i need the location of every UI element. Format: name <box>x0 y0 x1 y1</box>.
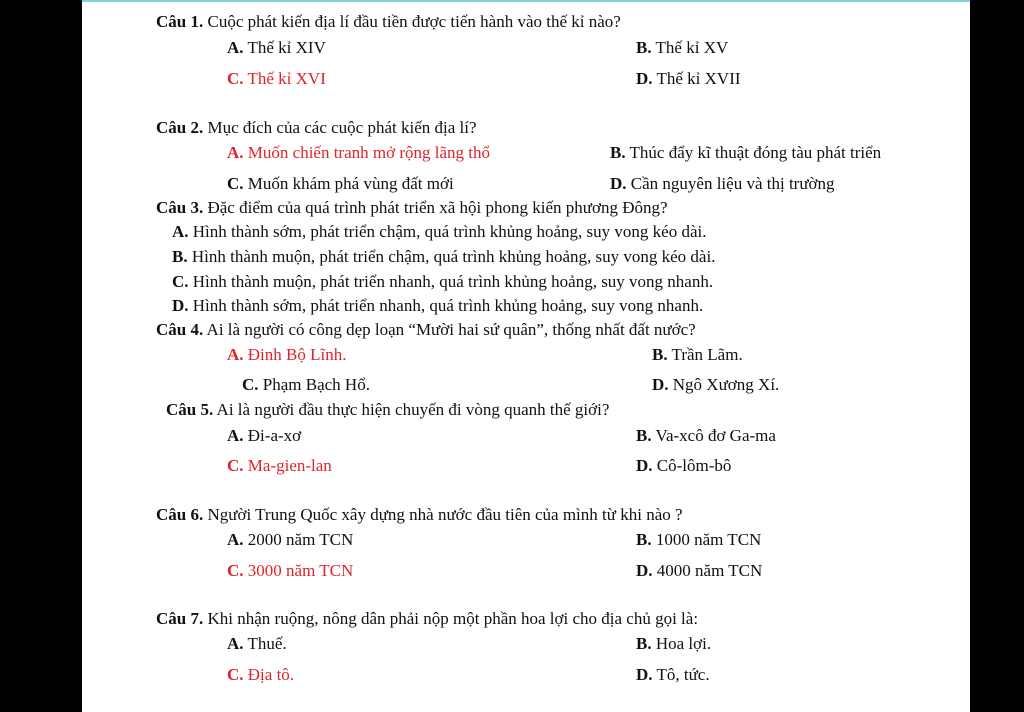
q5-option-a: A. Đi-a-xơ <box>227 426 302 445</box>
q1-option-d: D. Thế kỉ XVII <box>636 69 741 88</box>
q4-option-b: B. Trần Lãm. <box>652 345 743 364</box>
q2-option-c: C. Muốn khám phá vùng đất mới <box>227 174 454 193</box>
q3-option-b: B. Hình thành muộn, phát triển chậm, quá trình khủng hoảng, suy vong kéo dài. <box>172 247 716 266</box>
q7-option-c-correct: C. Địa tô. <box>227 665 295 684</box>
q7-option-d: D. Tô, tức. <box>636 665 710 684</box>
q4-option-c: C. Phạm Bạch Hổ. <box>242 375 370 394</box>
q6-option-d: D. 4000 năm TCN <box>636 561 763 580</box>
question-6: Câu 6. Người Trung Quốc xây dựng nhà nước đầu tiên của mình từ khi nào ? <box>156 505 683 524</box>
q5-option-c-correct: C. Ma-gien-lan <box>227 456 332 475</box>
q5-option-b: B. Va-xcô đơ Ga-ma <box>636 426 776 445</box>
q4-option-a-correct: A. Đinh Bộ Lĩnh. <box>227 345 347 364</box>
question-3: Câu 3. Đặc điểm của quá trình phát triển xã hội phong kiến phương Đông? <box>156 198 668 217</box>
q6-option-c-correct: C. 3000 năm TCN <box>227 561 354 580</box>
document-page <box>82 0 970 712</box>
question-5: Câu 5. Ai là người đầu thực hiện chuyến đi vòng quanh thế giới? <box>166 400 610 419</box>
q7-option-b: B. Hoa lợi. <box>636 634 712 653</box>
q1-option-b: B. Thế kỉ XV <box>636 38 729 57</box>
q3-option-c: C. Hình thành muộn, phát triển nhanh, quá trình khủng hoảng, suy vong nhanh. <box>172 272 714 291</box>
q6-option-b: B. 1000 năm TCN <box>636 530 762 549</box>
q1-option-c-correct: C. Thế kỉ XVI <box>227 69 326 88</box>
q5-option-d: D. Cô-lôm-bô <box>636 456 732 475</box>
q7-option-a: A. Thuế. <box>227 634 287 653</box>
q2-option-b: B. Thúc đẩy kĩ thuật đóng tàu phát triển <box>610 143 882 162</box>
question-1: Câu 1. Cuộc phát kiến địa lí đầu tiền được tiến hành vào thế kỉ nào? <box>156 12 621 31</box>
q3-option-d: D. Hình thành sớm, phát triển nhanh, quá trình khủng hoảng, suy vong nhanh. <box>172 296 704 315</box>
q2-option-d: D. Cần nguyên liệu và thị trường <box>610 174 835 193</box>
question-4: Câu 4. Ai là người có công dẹp loạn “Mười hai sứ quân”, thống nhất đất nước? <box>156 320 696 339</box>
q6-option-a: A. 2000 năm TCN <box>227 530 354 549</box>
question-7: Câu 7. Khi nhận ruộng, nông dân phải nộp một phần hoa lợi cho địa chủ gọi là: <box>156 609 699 628</box>
q4-option-d: D. Ngô Xương Xí. <box>652 375 780 394</box>
q3-option-a: A. Hình thành sớm, phát triển chậm, quá trình khủng hoảng, suy vong kéo dài. <box>172 222 707 241</box>
top-border <box>82 0 970 2</box>
q1-option-a: A. Thế kỉ XIV <box>227 38 326 57</box>
q2-option-a-correct: A. Muốn chiến tranh mở rộng lãng thổ <box>227 143 491 162</box>
question-2: Câu 2. Mục đích của các cuộc phát kiến địa lí? <box>156 118 477 137</box>
